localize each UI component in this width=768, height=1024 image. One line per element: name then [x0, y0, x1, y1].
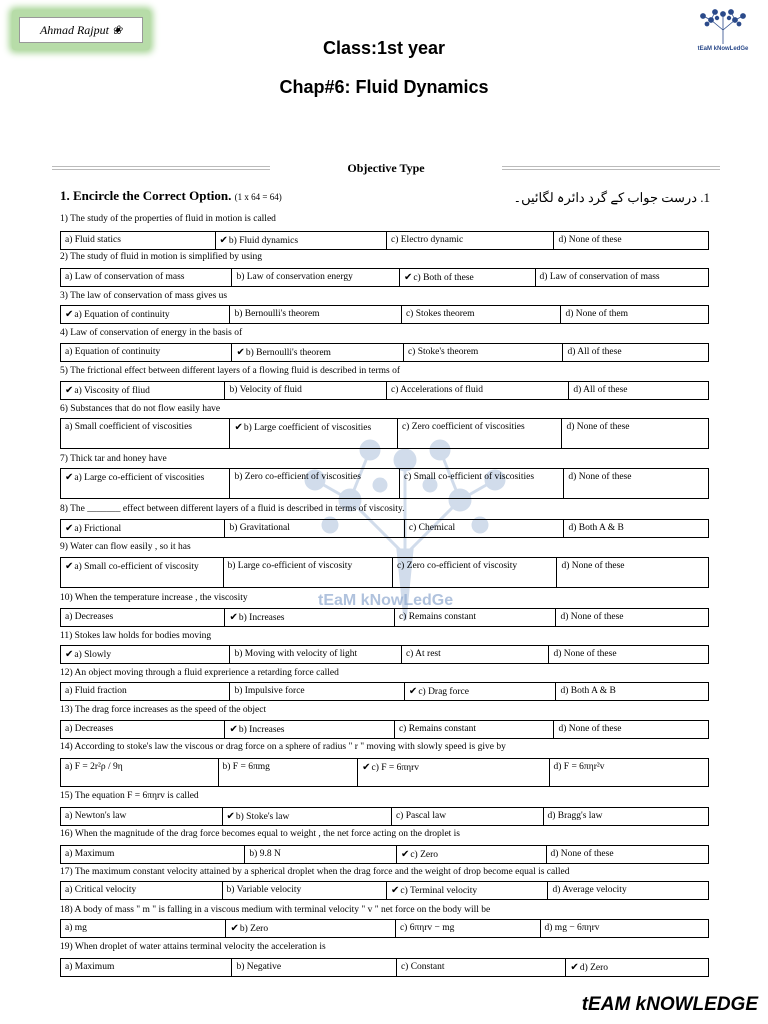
option-label: a) Maximum	[65, 849, 115, 859]
option-b[interactable]	[226, 920, 395, 937]
author-name: Ahmad Rajput ❀	[19, 17, 143, 43]
option-label: a) mg	[65, 923, 87, 933]
question-text: 2) The study of fluid in motion is simplified by using	[60, 252, 262, 262]
option-a[interactable]	[61, 469, 230, 498]
option-label: b) Zero co-efficient of viscosities	[234, 472, 361, 482]
options-row	[60, 807, 709, 826]
question-text: 5) The frictional effect between different layers of a flowing fluid is described in terms of	[60, 366, 401, 376]
option-c[interactable]	[393, 558, 557, 587]
option-label: d) None of these	[558, 724, 622, 734]
option-label: b) Moving with velocity of light	[234, 649, 358, 659]
option-a[interactable]	[61, 609, 225, 626]
option-label: d) None of these	[550, 849, 614, 859]
option-label: c) Zero	[410, 850, 439, 860]
option-label: c) Zero co-efficient of viscosity	[396, 561, 518, 571]
option-a[interactable]	[61, 520, 225, 537]
option-label: d) Law of conservation of mass	[539, 272, 660, 282]
objective-type-divider	[52, 160, 720, 176]
options-row	[60, 958, 709, 977]
option-d[interactable]	[549, 646, 708, 663]
option-d[interactable]	[562, 419, 708, 448]
option-d[interactable]	[554, 721, 708, 738]
option-label: a) Equation of continuity	[65, 347, 161, 357]
option-c[interactable]	[405, 520, 565, 537]
option-d[interactable]	[541, 920, 708, 937]
option-a[interactable]	[61, 920, 226, 937]
option-d[interactable]	[566, 959, 708, 976]
question-text: 12) An object moving through a fluid exprerience a retarding force called	[60, 668, 339, 678]
question-text: 14) According to stoke's law the viscous or drag force on a sphere of radius " r " moving with slowly speed is give by	[60, 742, 506, 752]
option-label: b) Large coefficient of viscosities	[243, 423, 372, 433]
option-b[interactable]	[230, 683, 404, 700]
option-label: d) Both A & B	[568, 523, 624, 533]
options-row	[60, 305, 709, 324]
option-label: d) None of these	[553, 649, 617, 659]
question-text: 8) The _______ effect between different layers of a fluid is described in terms of viscosity.	[60, 504, 405, 514]
option-label: d) None of them	[565, 309, 628, 319]
option-label: c) Remains constant	[398, 612, 476, 622]
option-a[interactable]	[61, 721, 225, 738]
option-label: b) Law of conservation energy	[236, 272, 353, 282]
option-a[interactable]	[61, 646, 230, 663]
section-heading	[60, 188, 282, 204]
checkmark-icon: ✔	[219, 235, 228, 246]
option-c[interactable]	[395, 609, 557, 626]
option-label: d) None of these	[561, 561, 625, 571]
options-row	[60, 268, 709, 287]
checkmark-icon: ✔	[230, 923, 239, 934]
checkmark-icon: ✔	[390, 885, 400, 896]
option-b[interactable]	[245, 846, 397, 863]
options-row	[60, 519, 709, 538]
option-label: b) Bernoulli's theorem	[245, 348, 331, 358]
checkmark-icon: ✔	[65, 649, 74, 660]
option-label: a) Frictional	[74, 524, 122, 534]
option-b[interactable]	[216, 232, 387, 249]
option-label: a) Fluid statics	[65, 235, 121, 245]
option-c[interactable]	[397, 959, 566, 976]
option-label: b) Velocity of fluid	[229, 385, 302, 395]
options-row	[60, 418, 709, 449]
option-b[interactable]	[225, 520, 404, 537]
option-a[interactable]	[61, 558, 224, 587]
checkmark-icon: ✔	[362, 762, 371, 773]
option-a[interactable]	[61, 683, 230, 700]
option-a[interactable]	[61, 808, 223, 825]
option-label: a) Viscosity of fliud	[74, 386, 150, 396]
option-label: a) Large co-efficient of viscosities	[74, 473, 205, 483]
option-label: b) Zero	[239, 924, 269, 934]
option-label: b) Large co-efficient of viscosity	[227, 561, 353, 571]
option-label: b) Variable velocity	[226, 885, 302, 895]
option-label: c) Both of these	[413, 273, 474, 283]
option-d[interactable]	[548, 882, 708, 899]
option-a[interactable]	[61, 882, 223, 899]
option-c[interactable]	[387, 382, 569, 399]
checkmark-icon: ✔	[229, 612, 238, 623]
option-c[interactable]	[396, 920, 541, 937]
option-label: d) None of these	[568, 472, 632, 482]
option-c[interactable]	[387, 882, 549, 899]
section-heading-urdu: 1. درست جواب کے گرد دائرہ لگائیں۔	[513, 190, 710, 205]
question-text: 19) When droplet of water attains terminal velocity the acceleration is	[60, 942, 326, 952]
option-b[interactable]	[223, 882, 387, 899]
option-a[interactable]	[61, 959, 232, 976]
option-d[interactable]	[536, 269, 708, 286]
option-label: c) At rest	[405, 649, 441, 659]
options-row	[60, 682, 709, 701]
option-label: b) Increases	[238, 725, 285, 735]
question-text: 7) Thick tar and honey have	[60, 454, 167, 464]
question-text: 10) When the temperature increase , the viscosity	[60, 593, 248, 603]
objective-type-label: Objective Type	[347, 161, 425, 175]
option-d[interactable]	[557, 558, 708, 587]
option-a[interactable]	[61, 382, 225, 399]
options-row	[60, 720, 709, 739]
question-text: 6) Substances that do not flow easily have	[60, 404, 221, 414]
option-label: d) None of these	[558, 235, 622, 245]
option-c[interactable]	[400, 469, 564, 498]
option-label: a) Critical velocity	[65, 885, 137, 895]
footer-brand: tEAM kNOWLEDGE	[581, 994, 758, 1015]
section-marks: (1 x 64 = 64)	[234, 192, 282, 202]
option-label: a) Equation of continuity	[74, 310, 170, 320]
option-b[interactable]	[230, 646, 401, 663]
option-d[interactable]	[563, 344, 708, 361]
option-label: c) 6πηrv − mg	[399, 923, 455, 933]
checkmark-icon: ✔	[408, 686, 418, 697]
option-c[interactable]	[405, 683, 557, 700]
option-a[interactable]	[61, 269, 232, 286]
option-label: b) Negative	[236, 962, 282, 972]
options-row	[60, 919, 709, 938]
option-c[interactable]	[402, 646, 550, 663]
option-label: a) Decreases	[65, 724, 114, 734]
option-a[interactable]	[61, 759, 219, 786]
option-label: c) Terminal velocity	[400, 886, 478, 896]
option-b[interactable]	[223, 808, 392, 825]
option-label: d) F = 6πηr²v	[553, 762, 605, 772]
checkmark-icon: ✔	[226, 811, 235, 822]
option-label: b) Stoke's law	[235, 812, 290, 822]
option-label: c) Pascal law	[395, 811, 447, 821]
options-row	[60, 557, 709, 588]
option-c[interactable]	[395, 721, 555, 738]
option-label: d) Bragg's law	[547, 811, 603, 821]
option-label: d) All of these	[567, 347, 622, 357]
option-label: b) Bernoulli's theorem	[234, 309, 320, 319]
option-label: c) Chemical	[408, 523, 456, 533]
watermark-text: tEaM kNowLedGe	[318, 592, 454, 609]
checkmark-icon: ✔	[570, 962, 579, 973]
option-b[interactable]	[230, 306, 401, 323]
checkmark-icon: ✔	[65, 472, 74, 483]
option-label: b) Increases	[238, 613, 285, 623]
option-label: b) Fluid dynamics	[228, 236, 299, 246]
option-c[interactable]	[402, 306, 562, 323]
option-d[interactable]	[561, 306, 708, 323]
option-b[interactable]	[219, 759, 359, 786]
option-label: c) Zero coefficient of viscosities	[401, 422, 525, 432]
option-label: a) Law of conservation of mass	[65, 272, 185, 282]
question-text: 1) The study of the properties of fluid in motion is called	[60, 214, 276, 224]
option-label: d) Zero	[579, 963, 609, 973]
option-c[interactable]	[400, 269, 536, 286]
option-label: c) Drag force	[418, 687, 469, 697]
option-c[interactable]	[397, 846, 547, 863]
option-label: d) Average velocity	[552, 885, 627, 895]
option-c[interactable]	[398, 419, 562, 448]
option-c[interactable]	[404, 344, 564, 361]
option-a[interactable]	[61, 232, 216, 249]
checkmark-icon: ✔	[229, 724, 238, 735]
options-row	[60, 645, 709, 664]
checkmark-icon: ✔	[236, 347, 245, 358]
option-label: c) Stokes theorem	[405, 309, 475, 319]
option-label: a) F = 2r²ρ / 9η	[65, 762, 123, 772]
option-a[interactable]	[61, 846, 245, 863]
option-b[interactable]	[232, 344, 403, 361]
option-b[interactable]	[224, 558, 393, 587]
option-b[interactable]	[232, 269, 399, 286]
option-label: c) F = 6πηrv	[371, 763, 420, 773]
option-d[interactable]	[564, 520, 708, 537]
option-d[interactable]	[544, 808, 708, 825]
checkmark-icon: ✔	[403, 272, 413, 283]
section-title: 1. Encircle the Correct Option.	[60, 188, 232, 203]
option-d[interactable]	[564, 469, 708, 498]
option-b[interactable]	[230, 419, 397, 448]
options-row	[60, 881, 709, 900]
option-label: d) Both A & B	[560, 686, 616, 696]
option-d[interactable]	[556, 609, 708, 626]
option-label: a) Fluid fraction	[65, 686, 127, 696]
question-text: 16) When the magnitude of the drag force becomes equal to weight , the net force acting on the droplet is	[60, 829, 461, 839]
option-label: d) All of these	[573, 385, 628, 395]
option-label: b) Gravitational	[229, 523, 290, 533]
option-label: c) Small co-efficient of viscosities	[403, 472, 535, 482]
option-d[interactable]	[556, 683, 708, 700]
option-label: d) None of these	[566, 422, 630, 432]
option-d[interactable]	[569, 382, 708, 399]
option-a[interactable]	[61, 344, 232, 361]
options-row	[60, 381, 709, 400]
checkmark-icon: ✔	[65, 309, 74, 320]
checkmark-icon: ✔	[65, 385, 74, 396]
class-title: Class:1st year	[322, 38, 446, 58]
option-b[interactable]	[225, 609, 394, 626]
option-label: c) Accelerations of fluid	[390, 385, 484, 395]
option-b[interactable]	[225, 721, 394, 738]
option-a[interactable]	[61, 419, 230, 448]
option-c[interactable]	[392, 808, 544, 825]
option-label: c) Remains constant	[398, 724, 476, 734]
option-d[interactable]	[554, 232, 708, 249]
question-text: 9) Water can flow easily , so it has	[60, 542, 191, 552]
option-label: d) None of these	[560, 612, 624, 622]
option-a[interactable]	[61, 306, 230, 323]
logo-text: tEaM kNowLedGe	[697, 46, 749, 52]
option-b[interactable]	[232, 959, 396, 976]
option-label: a) Slowly	[74, 650, 112, 660]
options-row	[60, 231, 709, 250]
chapter-title: Chap#6: Fluid Dynamics	[279, 77, 489, 97]
options-row	[60, 608, 709, 627]
divider-line-right	[502, 166, 720, 170]
option-d[interactable]	[547, 846, 709, 863]
question-text: 11) Stokes law holds for bodies moving	[60, 631, 212, 641]
checkmark-icon: ✔	[400, 849, 410, 860]
option-label: a) Decreases	[65, 612, 114, 622]
question-text: 4) Law of conservation of energy in the basis of	[60, 328, 243, 338]
question-text: 18) A body of mass " m " is falling in a viscous medium with terminal velocity " v " net force on the body will be	[60, 905, 491, 915]
option-label: b) Impulsive force	[234, 686, 305, 696]
options-row	[60, 468, 709, 499]
option-b[interactable]	[230, 469, 399, 498]
checkmark-icon: ✔	[65, 523, 74, 534]
option-label: a) Small coefficient of viscosities	[65, 422, 192, 432]
option-label: b) F = 6πmg	[222, 762, 270, 772]
options-row	[60, 845, 709, 864]
option-d[interactable]	[550, 759, 709, 786]
question-text: 3) The law of conservation of mass gives us	[60, 291, 228, 301]
option-b[interactable]	[225, 382, 387, 399]
checkmark-icon: ✔	[234, 422, 243, 433]
options-row	[60, 758, 709, 787]
option-label: d) mg − 6πηrv	[544, 923, 600, 933]
option-label: c) Constant	[400, 962, 445, 972]
option-label: a) Newton's law	[65, 811, 127, 821]
question-text: 17) The maximum constant velocity attained by a spherical droplet when the drag force and the weight of drop become equal is called	[60, 867, 570, 877]
option-c[interactable]	[358, 759, 549, 786]
option-label: c) Electro dynamic	[391, 235, 464, 245]
question-text: 15) The equation F = 6πηrv is called	[60, 791, 199, 801]
option-c[interactable]	[387, 232, 554, 249]
checkmark-icon: ✔	[65, 561, 74, 572]
option-label: b) 9.8 N	[249, 849, 281, 859]
options-row	[60, 343, 709, 362]
question-text: 13) The drag force increases as the speed of the object	[60, 705, 267, 715]
option-label: c) Stoke's theorem	[407, 347, 479, 357]
option-label: a) Small co-efficient of viscosity	[74, 562, 199, 572]
option-label: a) Maximum	[65, 962, 115, 972]
